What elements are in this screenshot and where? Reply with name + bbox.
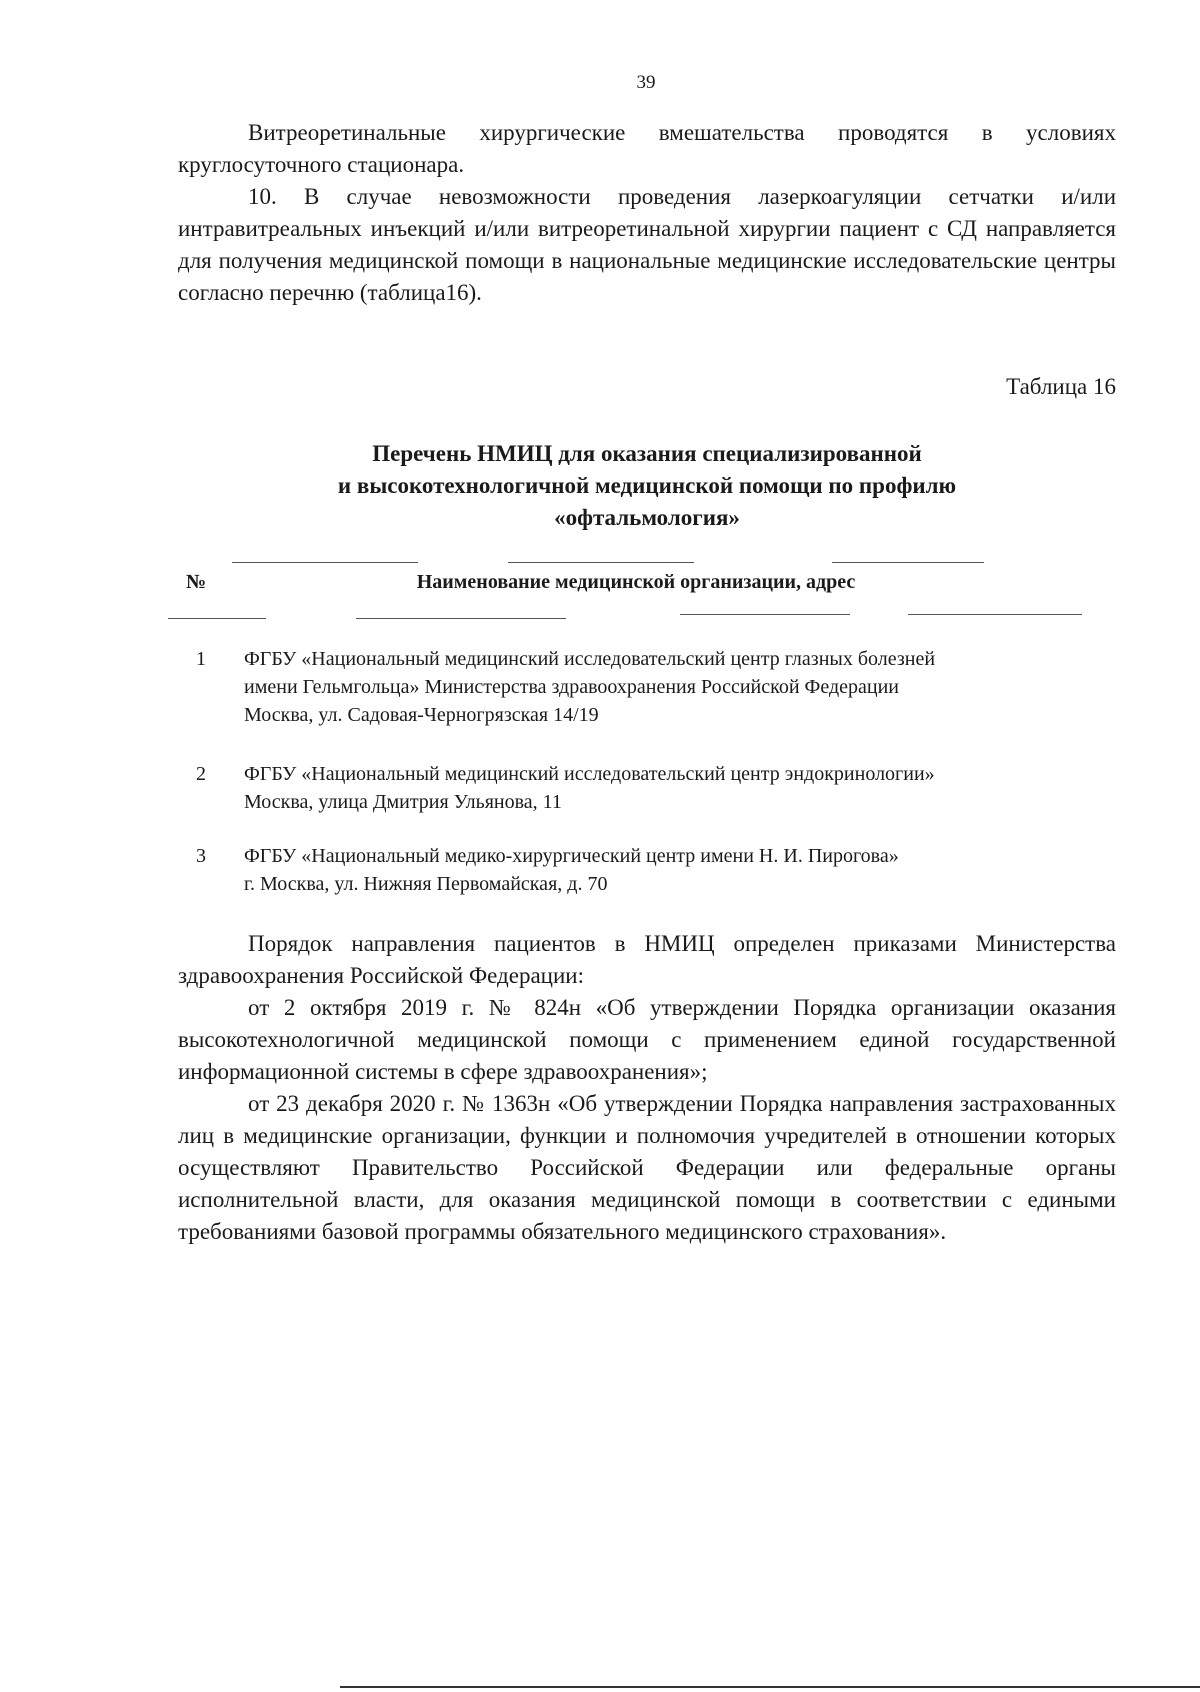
- table-header-number: №: [186, 571, 207, 593]
- table-header-rule-3: [680, 614, 850, 615]
- page-bottom-rule: [340, 1686, 1200, 1688]
- organization-cell: [244, 842, 1098, 898]
- table-row: [178, 645, 1098, 729]
- row-number: 2: [196, 763, 206, 785]
- organization-line: имени Гельмгольца» Министерства здравоохранения Российской Федерации: [244, 676, 899, 698]
- row-number: 1: [196, 648, 206, 670]
- organization-cell: [244, 645, 1098, 729]
- page-number: 39: [636, 72, 656, 93]
- table-top-rule-1: [232, 562, 418, 563]
- organization-address: г. Москва, ул. Нижняя Первомайская, д. 70: [244, 873, 608, 895]
- organization-cell: [244, 760, 1098, 816]
- body-paragraph-1: Порядок направления пациентов в НМИЦ определен приказами Министерства здравоохранения Российской Федерации:: [178, 931, 1116, 988]
- table-title: [178, 438, 1116, 534]
- table-header-rule-1: [168, 618, 266, 619]
- body-paragraph-2: от 2 октября 2019 г. № 824н «Об утверждении Порядка организации оказания высокотехнологичной медицинской помощи с применением единой государственной информационной системы в сфере здравоохранения»;: [178, 995, 1116, 1084]
- table-row: [178, 760, 1098, 816]
- table-header-rule-4: [908, 614, 1082, 615]
- table-title-line-2: и высокотехнологичной медицинской помощи по профилю: [337, 473, 957, 498]
- table-label: Таблица 16: [1006, 374, 1116, 399]
- table-top-rule-2: [508, 562, 694, 563]
- table-header-rule-2: [356, 618, 566, 619]
- table-title-line-1: Перечень НМИЦ для оказания специализированной: [372, 441, 922, 466]
- organization-address: Москва, ул. Садовая-Черногрязская 14/19: [244, 704, 599, 726]
- organization-line: ФГБУ «Национальный медицинский исследовательский центр глазных болезней: [244, 648, 936, 670]
- table-title-line-3: «офтальмология»: [554, 505, 740, 530]
- table-row: [178, 842, 1098, 898]
- organization-line: ФГБУ «Национальный медико-хирургический центр имени Н. И. Пирогова»: [244, 845, 899, 867]
- intro-text: [178, 117, 1116, 309]
- intro-paragraph-1: Витреоретинальные хирургические вмешательства проводятся в условиях круглосуточного стационара.: [178, 120, 1116, 177]
- table-top-rule-3: [832, 562, 984, 563]
- row-number: 3: [196, 845, 206, 867]
- organization-line: ФГБУ «Национальный медицинский исследовательский центр эндокринологии»: [244, 763, 935, 785]
- organization-address: Москва, улица Дмитрия Ульянова, 11: [244, 791, 562, 813]
- intro-paragraph-2: 10. В случае невозможности проведения лазеркоагуляции сетчатки и/или интравитреальных инъекций и/или витреоретинальной хирургии пациент с СД направляется для получения медицинской помощи в национальные медицинские исследовательские центры согласно перечню (таблица16).: [178, 184, 1116, 305]
- table-header-name: Наименование медицинской организации, адрес: [416, 571, 856, 593]
- body-text: [178, 928, 1116, 1248]
- body-paragraph-3: от 23 декабря 2020 г. № 1363н «Об утверждении Порядка направления застрахованных лиц в медицинские организации, функции и полномочия учредителей в отношении которых осуществляют Правительство Российской Федерации или федеральные органы исполнительной власти, для оказания медицинской помощи в соответствии с едиными требованиями базовой программы обязательного медицинского страхования».: [178, 1091, 1116, 1244]
